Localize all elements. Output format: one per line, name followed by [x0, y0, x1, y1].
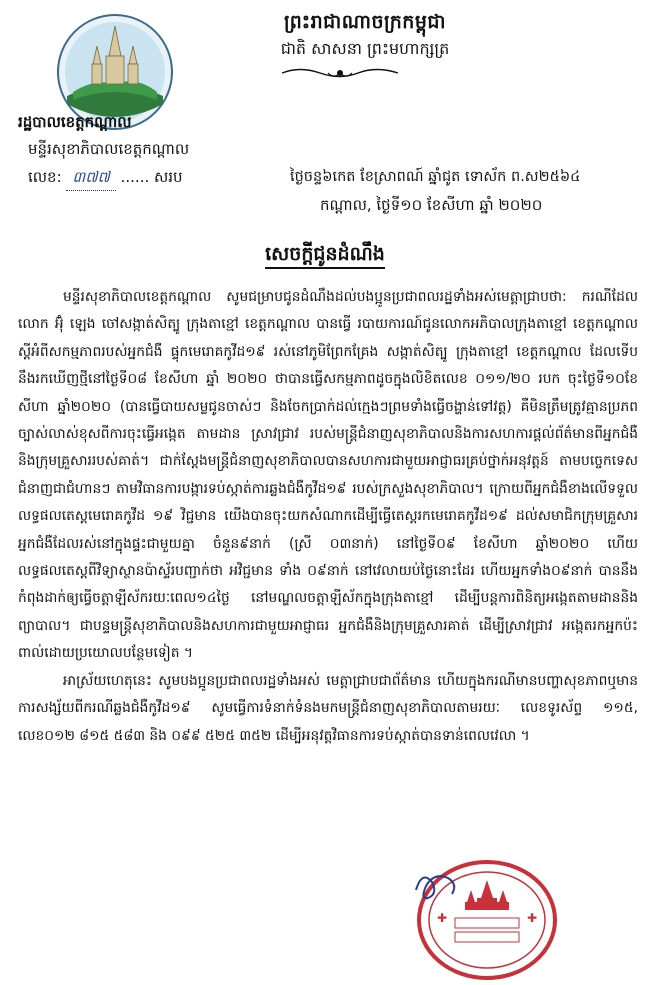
- place-and-date: កណ្តាល, ថ្ងៃទី១០ ខែសីហា ឆ្នាំ ២០២០: [320, 196, 543, 214]
- issuing-department: មន្ទីរសុខាភិបាលខេត្តកណ្តាល: [28, 140, 190, 158]
- handwritten-signature-icon: [408, 860, 468, 910]
- reference-suffix: ...... សរប: [120, 168, 183, 186]
- document-body: [18, 284, 638, 750]
- ornament-divider-icon: [280, 64, 400, 82]
- svg-text:✚: ✚: [527, 911, 538, 925]
- reference-label: លេខ:: [28, 168, 62, 186]
- body-paragraph-2: អាស្រ័យហេតុនេះ សូមបងប្អូនប្រជាពលរដ្ឋទាំងអស់ មេត្តាជ្រាបជាព័ត៌មាន ហើយក្នុងករណីមានបញ្ហាសុខភាពឬមានការសង្ស័យពីករណីឆ្លងជំងឺកូវីដ១៩ សូមធ្វើការទំនាក់ទំនងមកមន្ត្រីជំនាញសុខាភិបាលតាមរយៈ លេខទូរស័ព្ទ ១១៥, លេខ០១២ ៨១៥ ៥៨៣ និង ០៩៩ ៥២៥ ៣៥២ ដើម្បីអនុវត្តវិធានការទប់ស្កាត់បានទាន់ពេលវេលា ។: [18, 672, 638, 744]
- document-title-text: សេចក្តីជូនដំណឹង: [265, 243, 385, 269]
- national-motto: ជាតិ សាសនា ព្រះមហាក្សត្រ: [280, 39, 450, 58]
- document-title: [0, 242, 650, 270]
- svg-text:✚: ✚: [437, 911, 448, 925]
- reference-handwritten-number: ៣៧៧: [66, 168, 115, 191]
- kingdom-heading: ព្រះរាជាណាចក្រកម្ពុជា: [284, 11, 446, 33]
- issuing-administration: រដ្ឋបាលខេត្តកណ្តាល: [18, 113, 132, 131]
- body-paragraph-1: មន្ទីរសុខាភិបាលខេត្តកណ្តាល សូមជម្រាបជូនដំណឹងដល់បងប្អូនប្រជាពលរដ្ឋទាំងអស់មេត្តាជ្រាបថា: ករណីដែល លោក អ៊ុំ ឡេង ចៅសង្កាត់សិត្បូ ក្រុងតាខ្មៅ ខេត្តកណ្តាល បានធ្វើ របាយការណ៍ជូនលោកអភិបាលក្រុងតាខ្មៅ ខេត្តកណ្តាល ស្តីអំពីសកម្មភាពរបស់អ្នកជំងឺ ផ្ទុកមេរោគកូវីដ១៩ រស់នៅភូមិព្រែកគ្រែង សង្កាត់សិត្បូ ក្រុងតាខ្មៅ ខេត្តកណ្តាល ដែលទើបនឹងរកឃើញថ្មីនៅថ្ងៃទី០៨ ខែសីហា ឆ្នាំ ២០២០ ថាបានធ្វើសកម្មភាពដូចក្នុងលិខិតលេខ ០១១/២០ របក ចុះថ្ងៃទី១០ខែសីហា ឆ្នាំ២០២០ (បានធ្វើបាយសម្លជូនចាស់ៗ និងចែកប្រាក់ដល់ក្មេងៗព្រមទាំងធ្វើចង្ហាន់ទៅវត្ត) គឺមិនត្រឹមត្រូវគ្មានប្រភពច្បាស់លាស់ខុសពីការចុះធ្វើអង្កេត តាមដាន ស្រាវជ្រាវ របស់មន្ត្រីជំនាញសុខាភិបាលនិងការសហការផ្តល់ព័ត៌មានពីអ្នកជំងឺ និងក្រុមគ្រួសាររបស់គាត់។ ជាក់ស្តែងមន្ត្រីជំនាញសុខាភិបាលបានសហការជាមួយអាជ្ញាធរគ្រប់ថ្នាក់អនុវត្តន៍ តាមបច្ចេកទេសជំនាញជាជំហានៗ តាមវិធានការបង្ការទប់ស្កាត់ការឆ្លងជំងឺកូវីដ១៩ របស់ក្រសួងសុខាភិបាល។ ក្រោយពីអ្នកជំងឺខាងលើទទួលលទ្ធផលតេស្តមេរោគកូវីដ ១៩ វិជ្ជមាន យើងបានចុះយកសំណាកដើម្បីធ្វើតេស្តរកមេរោគកូវីដ១៩ ដល់សមាជិកក្រុមគ្រួសារអ្នកជំងឺដែលរស់នៅក្នុងផ្ទះជាមួយគ្នា ចំនួន៩នាក់ (ស្រី ០៣នាក់) នៅថ្ងៃទី០៩ ខែសីហា ឆ្នាំ២០២០ ហើយលទ្ធផលតេស្តពីវិទ្យាស្ថានប៉ាស្ទ័របញ្ជាក់ថា អវិជ្ជមាន ទាំង ០៩នាក់ នៅវេលាយប់ថ្ងៃនោះដែរ ហើយអ្នកទាំង០៩នាក់ បាននឹងកំពុងដាក់ឲ្យធ្វើចត្តាឡីស័ករយៈពេល១៤ថ្ងៃ នៅមណ្ឌលចត្តាឡីស័កក្នុងក្រុងតាខ្មៅ ដើម្បីបន្តការពិនិត្យអង្កេតតាមដាននិងព្យាបាល។ ជាបន្ទមន្ត្រីសុខាភិបាលនិងសហការជាមួយអាជ្ញាធរ អ្នកជំងឺនិងក្រុមគ្រួសារគាត់ ដើម្បីស្រាវជ្រាវ អង្កេតរកអ្នកប៉ះពាល់ដោយប្រយោលបន្ថែមទៀត ។: [18, 289, 638, 662]
- reference-number: [28, 168, 183, 191]
- lunar-date: ថ្ងៃចន្ទ៦កេត ខែស្រាពណ៍ ឆ្នាំជូត ទោស័ក ព.ស២៥៦៤: [290, 169, 581, 185]
